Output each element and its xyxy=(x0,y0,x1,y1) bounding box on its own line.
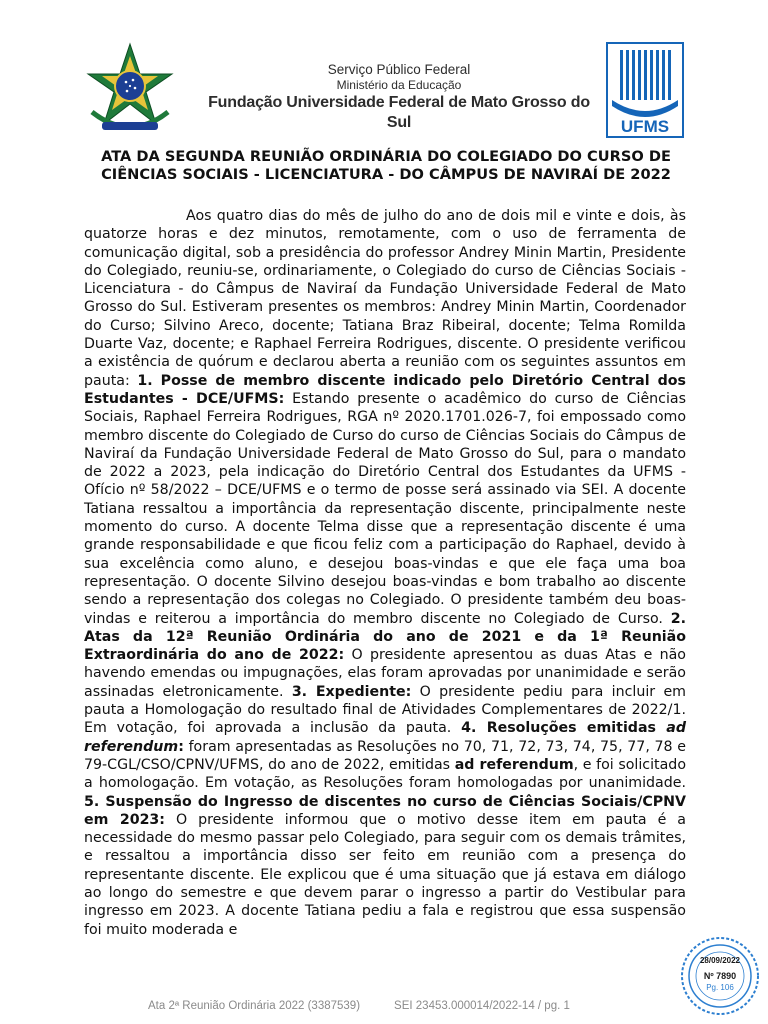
item4-text-part1: foram apresentadas as Resoluções no 70, 71, 72, 73, 74, 75, 77, 78 e 79-CGL/CSO/CPNV/UFMS, do ano de 2022, emitidas xyxy=(84,738,686,773)
institution-header xyxy=(194,62,604,133)
stamp-number: Nº 7890 xyxy=(703,971,737,981)
header-ministry: Ministério da Educação xyxy=(336,78,462,92)
page-footer xyxy=(148,1000,604,1012)
ufms-logo-text: UFMS xyxy=(620,117,670,136)
item4-heading: 4. Resoluções emitidas xyxy=(461,720,667,737)
header-service: Serviço Público Federal xyxy=(327,62,471,77)
item5-heading: 5. Suspensão do Ingresso de discentes no curso de Ciências Sociais/CPNV em 2023: xyxy=(84,793,686,828)
minutes-paragraph xyxy=(84,207,686,939)
protocol-stamp-text xyxy=(680,956,760,992)
item1-heading: 1. Posse de membro discente indicado pelo Diretório Central dos Estudantes - DCE/UFMS: xyxy=(84,372,686,407)
item3-text: O presidente pediu para incluir em pauta a Homologação do resultado final de Atividades Complementares de 2022/1. Em votação, foi aprovada a inclusão da pauta. xyxy=(84,683,686,737)
opening-text: Aos quatro dias do mês de julho do ano de dois mil e vinte e dois, às quatorze horas e dez minutos, remotamente, com o uso de ferramenta de comunicação digital, sob a presidência do professor Andrey Minin Martin, Presidente do Colegiado, reuniu-se, ordinariamente, o Colegiado do curso de Ciências Sociais - Licenciatura - do Câmpus de Naviraí da Fundação Universidade Federal de Mato Grosso do Sul. Estiveram presentes os membros: Andrey Minin Martin, Coordenador do Curso; Silvino Areco, docente; Tatiana Braz Ribeiral, docente; Telma Romilda Duarte Vaz, docente; e Raphael Ferreira Rodrigues, discente. O presidente verificou a existência de quórum e declarou aberta a reunião com os seguintes assuntos em pauta: xyxy=(84,208,686,389)
item4-colon: : xyxy=(178,738,184,755)
item2-text: O presidente apresentou as duas Atas e não havendo emendas ou impugnações, elas foram aprovadas por unanimidade e serão assinadas eletronicamente. xyxy=(84,647,686,700)
item5-text: O presidente informou que o motivo desse item em pauta é a necessidade do mesmo passar pelo Colegiado, para seguir com os demais trâmites, e ressaltou a importância disso ser feito em reunião com a presença do representante discente. Ele explicou que é uma situação que já estava em diálogo ao longo do semestre e que devem parar o ingresso a partir do Vestibular para ingresso em 2023. A docente Tatiana pediu a fala e registrou que essa suspensão foi muito moderada e xyxy=(84,811,686,938)
item1-text: Estando presente o acadêmico do curso de Ciências Sociais, Raphael Ferreira Rodrigues, RGA nº 2020.1701.026-7, foi empossado como membro discente do Colegiado de Curso do curso de Ciências Sociais do Câmpus de Naviraí da Fundação Universidade Federal de Mato Grosso do Sul, para o mandato de 2022 a 2023, pela indicação do Diretório Central dos Estudantes da UFMS - Ofício nº 58/2022 – DCE/UFMS e o termo de posse será assinado via SEI. A docente Tatiana ressaltou a importância da representação discente, principalmente neste momento do curso. A docente Telma disse que a representação discente é uma grande responsabilidade e que ficou feliz com a participação do Raphael, devido à sua excelência como aluno, e desejou boas-vindas e que ele faça uma boa representação. O docente Silvino desejou boas-vindas e bom trabalho ao discente sendo a representação dos colegas no Colegiado. O presidente também deu boas-vindas e reiterou a importância do membro discente no Colegiado de Curso. xyxy=(84,390,687,627)
document-header xyxy=(0,0,768,145)
footer-sei-ref: SEI 23453.000014/2022-14 / pg. 1 xyxy=(394,1000,570,1012)
coat-of-arms-emblem xyxy=(82,42,178,138)
item2-heading: 2. Atas da 12ª Reunião Ordinária do ano de 2021 e da 1ª Reunião Extraordinária do ano de 2022: xyxy=(84,610,686,664)
header-university: Fundação Universidade Federal de Mato Grosso do Sul xyxy=(208,94,590,131)
document-title: ATA DA SEGUNDA REUNIÃO ORDINÁRIA DO COLEGIADO DO CURSO DE CIÊNCIAS SOCIAIS - LICENCIATURA - DO CÂMPUS DE NAVIRAÍ DE 2022 xyxy=(101,148,671,183)
footer-document-ref: Ata 2ª Reunião Ordinária 2022 (3387539) xyxy=(148,1000,361,1012)
item4-text-part2: , e foi solicitado a homologação. Em votação, as Resoluções foram homologadas por unanimidade. xyxy=(84,756,686,792)
item3-heading: 3. Expediente: xyxy=(291,683,412,700)
item4-bold-term: ad referendum xyxy=(454,756,574,773)
document-body xyxy=(84,207,686,939)
stamp-page: Pg. 106 xyxy=(706,983,734,992)
ufms-logo xyxy=(606,42,684,138)
item4-heading-italic: ad referendum xyxy=(84,720,686,755)
stamp-date: 28/09/2022 xyxy=(699,956,741,965)
